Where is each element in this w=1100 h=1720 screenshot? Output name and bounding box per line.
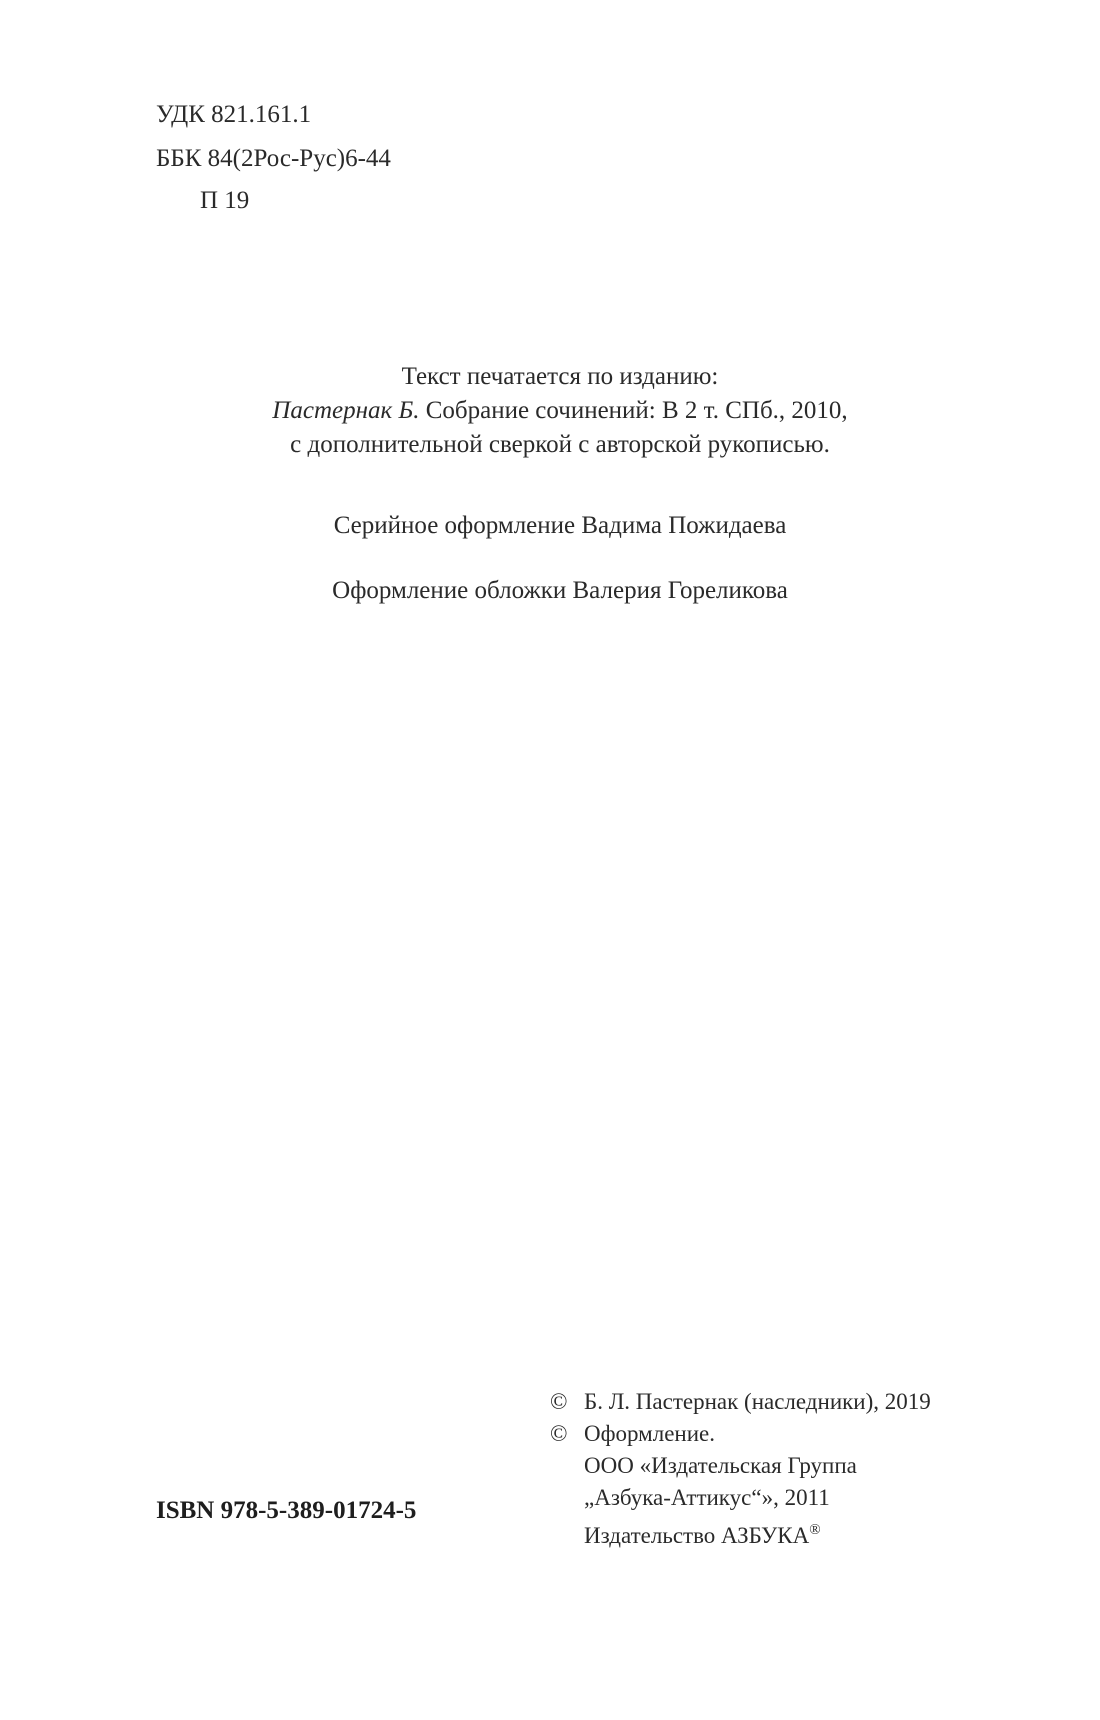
publisher-name: Издательство АЗБУКА <box>584 1523 810 1548</box>
source-note-line1: Текст печатается по изданию: <box>401 363 719 390</box>
source-edition: Собрание сочинений: В 2 т. СПб., 2010, <box>419 397 848 424</box>
copyright-symbol: © <box>550 1421 568 1446</box>
source-note <box>0 360 1100 462</box>
copyright-line-author <box>550 1386 931 1418</box>
copyright-design-text: Оформление. <box>584 1421 715 1446</box>
copyright-publisher-line3 <box>550 1514 931 1552</box>
cover-design-credit-block <box>0 574 1100 608</box>
copyright-line-design <box>550 1418 931 1450</box>
copyright-author-text: Б. Л. Пастернак (наследники), 2019 <box>584 1389 931 1414</box>
copyright-symbol: © <box>550 1389 568 1414</box>
author-mark: П 19 <box>200 187 250 214</box>
registered-mark: ® <box>809 1522 821 1538</box>
source-note-line2 <box>0 394 1100 428</box>
udk-code: УДК 821.161.1 <box>156 101 312 128</box>
source-author: Пастернак Б. <box>272 397 420 424</box>
source-note-line3: с дополнительной сверкой с авторской рукописью. <box>290 431 830 458</box>
bbk-code: ББК 84(2Рос-Рус)6-44 <box>156 145 391 172</box>
series-design-credit: Серийное оформление Вадима Пожидаева <box>333 512 787 539</box>
series-design-credit-block <box>0 509 1100 543</box>
cover-design-credit: Оформление обложки Валерия Гореликова <box>332 577 788 604</box>
copyright-publisher-line2: „Азбука-Аттикус“», 2011 <box>584 1485 830 1510</box>
isbn: ISBN 978-5-389-01724-5 <box>156 1497 417 1524</box>
copyright-block <box>550 1386 931 1552</box>
copyright-publisher-line1: ООО «Издательская Группа <box>584 1453 857 1478</box>
